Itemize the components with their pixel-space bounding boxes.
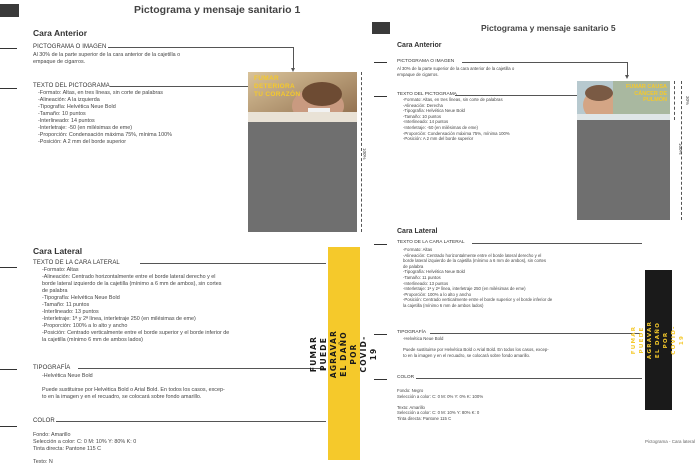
left-lateral-label: TEXTO DE LA CARA LATERAL bbox=[33, 260, 120, 266]
right-photo-caption: FUMAR CAUSA CÁNCER DE PULMÓN bbox=[626, 84, 667, 103]
left-picto-leader-down bbox=[293, 47, 294, 69]
right-corner-tab bbox=[372, 22, 390, 34]
right-texto-leader bbox=[455, 95, 577, 96]
left-cara-lateral-heading: Cara Lateral bbox=[33, 246, 83, 256]
left-picto-desc: Al 30% de la parte superior de la cara anterior de la cajetilla o empaque de cigarros. bbox=[33, 52, 181, 65]
left-lateral-panel bbox=[309, 247, 379, 460]
left-lateral-leader bbox=[140, 263, 326, 264]
left-lateral-specs: -Formato: Altas -Alineación: Centrado horizontalmente entre el borde lateral derecho y el borde lateral izquierdo de la cajetilla (mínimo a 6 mm de ambos), sin cortes de palabra -Tipografía: Helvética Neue Bold -Tamaño: 11 puntos -Interlineado: 13 puntos -Interletraje: 1ª y 2ª línea, interletraje 250 (en milésimas de eme) -Proporción: 100% a lo alto y ancho -Posición: Centrado verticalmente entre el borde superior y el borde inferior de la cajetilla (mínimo 6 mm de ambos lados) bbox=[42, 267, 230, 343]
right-color-leader bbox=[416, 378, 642, 379]
right-lateral-specs: -Formato: Altas -Alineación: Centrado horizontalmente entre el borde lateral derecho y el borde lateral izquierdo de la cajetilla (mínimo a 6 mm de ambos), sin cortes de palabra -Tipografía: Helvética Neue Bold -Tamaño: 11 puntos -Interlineado: 13 puntos -Interletraje: 1ª y 2ª línea, interletraje 250 (en milésimas de eme) -Proporción: 100% a lo alto y ancho -Posición: Centrado verticalmente entre el borde superior y el borde inferior de la cajetilla (mínimo 6 mm de ambos lados) bbox=[403, 247, 553, 308]
right-picto-leader-down bbox=[627, 62, 628, 76]
right-lateral-text: FUMAR PUEDE AGRAVAR EL DAÑO POR COVID-19 bbox=[631, 320, 686, 360]
left-picto-leader bbox=[108, 47, 293, 48]
left-tipografia-specs: -Helvética Neue Bold Puede sustituirse por Helvética Bold o Arial Bold. En todos los casos, excep- to en la imagen y en el recuadro, se colocará sobre fondo amarillo. bbox=[42, 373, 225, 400]
left-corner-tab bbox=[0, 4, 19, 17]
right-dash-3 bbox=[374, 244, 387, 245]
left-picto-label: PICTOGRAMA O IMAGEN bbox=[33, 44, 107, 50]
left-cut-text: Texto: N bbox=[33, 459, 53, 465]
left-dash-2 bbox=[0, 88, 17, 89]
left-dimension-100: 100% bbox=[362, 148, 367, 160]
right-dash-5 bbox=[374, 379, 387, 380]
left-dash-1 bbox=[0, 48, 17, 49]
left-tipografia-leader bbox=[78, 368, 326, 369]
left-lateral-text: FUMAR PUEDE AGRAVAR EL DAÑO POR COVID-19 bbox=[309, 329, 379, 378]
right-picto-leader bbox=[462, 62, 627, 63]
right-texto-label: TEXTO DEL PICTOGRAMA bbox=[397, 92, 457, 97]
right-picto-desc: Al 30% de la parte superior de la cara anterior de la cajetilla o empaque de cigarros. bbox=[397, 66, 515, 77]
left-page-title: Pictograma y mensaje sanitario 1 bbox=[134, 4, 301, 16]
right-tipografia-leader bbox=[430, 333, 642, 334]
right-tipografia-specs: -Helvética Neue Bold Puede sustituirse por Helvética Bold o Arial Bold. En todos los casos, excep- to en la imagen y en el recuadro, se colocará sobre fondo amarillo. bbox=[403, 336, 549, 358]
right-dash-2 bbox=[374, 96, 387, 97]
right-cara-lateral-heading: Cara Lateral bbox=[397, 228, 438, 235]
right-tipografia-label: TIPOGRAFÍA bbox=[397, 330, 427, 335]
left-dash-5 bbox=[0, 426, 17, 427]
left-cara-anterior-heading: Cara Anterior bbox=[33, 28, 88, 38]
left-color-leader bbox=[56, 421, 326, 422]
left-dash-4 bbox=[0, 369, 17, 370]
left-texto-leader bbox=[110, 86, 256, 87]
left-color-label: COLOR bbox=[33, 418, 55, 424]
right-dash-4 bbox=[374, 334, 387, 335]
right-dimension-100: 100% bbox=[678, 143, 683, 155]
right-lateral-panel bbox=[631, 270, 686, 410]
left-color-specs: Fondo: Amarillo Selección a color: C: 0 M: 10% Y: 80% K: 0 Tinta directa: Pantone 115 C bbox=[33, 432, 137, 452]
left-dash-3 bbox=[0, 267, 17, 268]
left-tipografia-label: TIPOGRAFÍA bbox=[33, 365, 71, 371]
right-dimension-30: 30% bbox=[685, 96, 690, 106]
right-color-label: COLOR bbox=[397, 375, 415, 380]
right-color-specs: Fondo: Negro Selección a color: C: 0 M: 0% Y: 0% K: 100% Texto: Amarillo Selección a color: C: 0 M: 10% Y: 80% K: 0 Tinta directa: Pantone 115 C bbox=[397, 388, 484, 421]
right-dash-1 bbox=[374, 62, 387, 63]
right-dimension-30-line bbox=[674, 81, 675, 120]
right-lateral-leader bbox=[472, 243, 642, 244]
right-lateral-label: TEXTO DE LA CARA LATERAL bbox=[397, 240, 465, 245]
left-texto-label: TEXTO DEL PICTOGRAMA bbox=[33, 83, 110, 89]
right-picto-label: PICTOGRAMA O IMAGEN bbox=[397, 59, 455, 64]
right-footer: Pictograma - Cara lateral bbox=[645, 439, 696, 444]
right-picto-arrow bbox=[625, 75, 629, 79]
left-texto-specs: -Formato: Altas, en tres líneas, sin corte de palabras -Alineación: A la izquierda -Tipografía: Helvética Neue Bold -Tamaño: 10 puntos -Interlineado: 14 puntos -Interletraje: -50 (en milésimas de eme) -Proporción: Condensación máxima 75%, mínima 100% -Posición: A 2 mm del borde superior bbox=[38, 90, 172, 145]
left-photo-caption: FUMAR DETERIORA TU CORAZÓN bbox=[254, 75, 301, 98]
right-cara-anterior-heading: Cara Anterior bbox=[397, 42, 442, 49]
right-texto-specs: -Formato: Altas, en tres líneas, sin corte de palabras -Alineación: Derecha -Tipografía: Helvética Neue Bold -Tamaño: 10 puntos -Interlineado: 14 puntos -Interletraje: -50 (en milésimas de eme) -Proporción: Condensación máxima 75%, mínima 100% -Posición: A 2 mm del borde superior bbox=[403, 97, 510, 142]
right-page-title: Pictograma y mensaje sanitario 5 bbox=[481, 23, 616, 33]
